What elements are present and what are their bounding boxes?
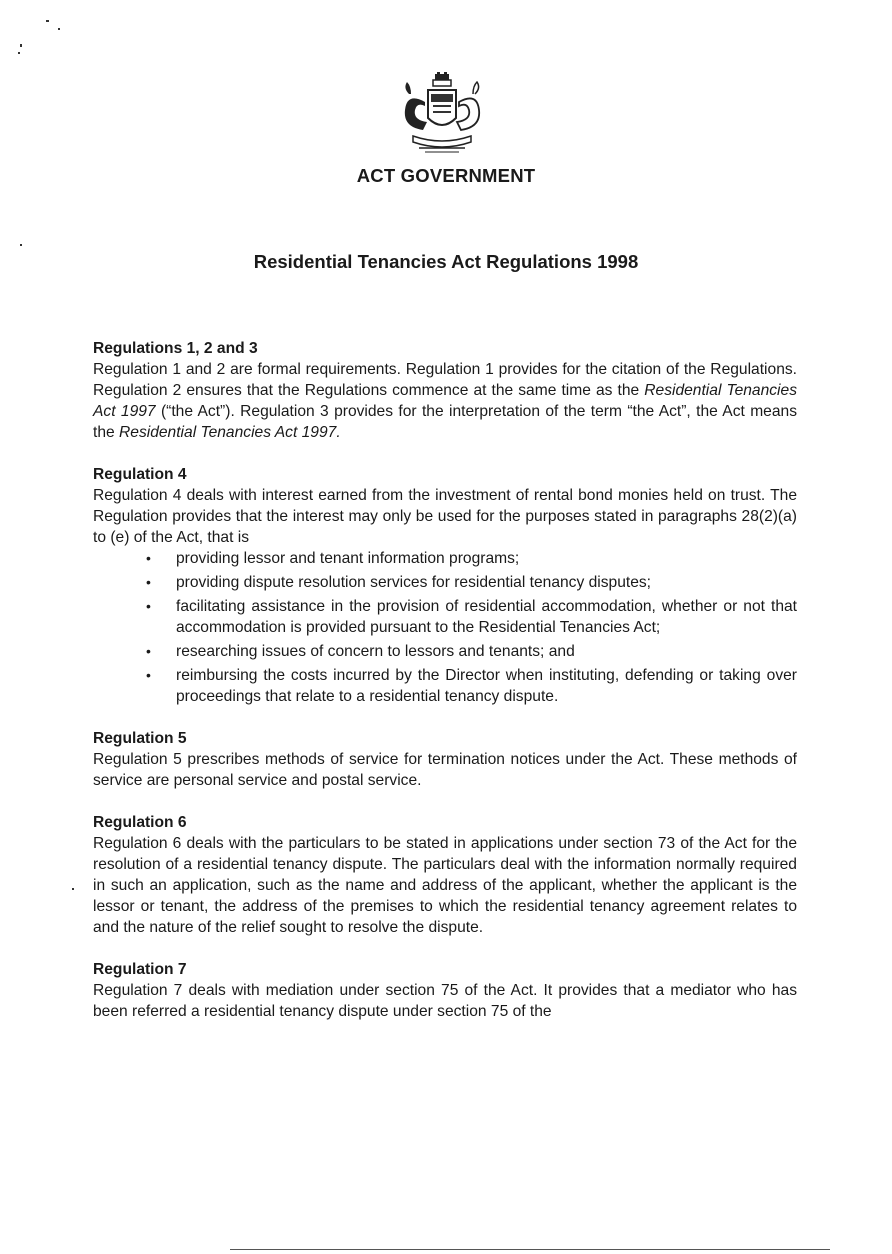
list-item (93, 641, 797, 662)
section-text: Regulation 7 deals with mediation under section 75 of the Act. It provides that a mediator who has been referred a residential tenancy dispute under section 75 of the (93, 982, 797, 1020)
section-regulation-6 (93, 812, 797, 938)
page-edge-line (230, 1249, 830, 1250)
document-body (93, 338, 797, 1043)
list-item-text: facilitating assistance in the provision of residential accommodation, whether or not that accommodation is provided pursuant to the Residential Tenancies Act; (176, 598, 797, 636)
list-item-text: reimbursing the costs incurred by the Director when instituting, defending or taking over proceedings that relate to a residential tenancy dispute. (176, 667, 797, 705)
section-regulation-7 (93, 959, 797, 1022)
bullet-icon: • (146, 598, 151, 614)
list-item (93, 548, 797, 569)
section-heading: Regulation 6 (93, 814, 187, 831)
section-heading: Regulation 4 (93, 466, 187, 483)
list-item-text: providing dispute resolution services for residential tenancy disputes; (176, 574, 652, 591)
bullet-icon: • (146, 574, 151, 590)
list-item (93, 596, 797, 638)
section-regulation-5 (93, 728, 797, 791)
section-text: Regulation 5 prescribes methods of service for termination notices under the Act. These methods of service are personal service and postal service. (93, 751, 797, 789)
section-text (93, 359, 797, 443)
bullet-list (93, 548, 797, 707)
section-text: Regulation 6 deals with the particulars to be stated in applications under section 73 of the Act for the resolution of a residential tenancy dispute. The particulars deal with the information normally required in such an application, such as the name and address of the applicant, whether the applicant is the lessor or tenant, the address of the premises to which the residential tenancy agreement relates to and the nature of the relief sought to resolve the dispute. (93, 835, 797, 936)
text-run: Regulation 1 and 2 are formal requirements. Regulation 1 provides for the citation of the Regulations. Regulation 2 ensures that the Regulations commence at the same time as the (93, 361, 797, 399)
bullet-icon: • (146, 550, 151, 566)
bullet-icon: • (146, 667, 151, 683)
list-item (93, 572, 797, 593)
section-heading: Regulation 5 (93, 730, 187, 747)
section-regulations-1-2-3 (93, 338, 797, 443)
coat-of-arms-icon (395, 72, 489, 158)
organisation-name: ACT GOVERNMENT (356, 165, 536, 186)
section-heading: Regulations 1, 2 and 3 (93, 340, 258, 357)
section-text: Regulation 4 deals with interest earned from the investment of rental bond monies held on trust. The Regulation provides that the interest may only be used for the purposes stated in paragraphs 28(2)(a) to (e) of the Act, that is (93, 487, 797, 546)
text-run: (“the Act”). Regulation 3 provides for the interpretation of the term “the Act”, the Act means the (93, 403, 798, 441)
document-title: Residential Tenancies Act Regulations 1998 (253, 251, 639, 272)
act-citation: Residential Tenancies Act 1997. (119, 424, 341, 441)
list-item (93, 665, 797, 707)
list-item-text: providing lessor and tenant information programs; (176, 550, 520, 567)
bullet-icon: • (146, 643, 151, 659)
section-regulation-4 (93, 464, 797, 707)
act-citation: Residential Tenancies Act 1997 (93, 382, 797, 420)
list-item-text: researching issues of concern to lessors and tenants; and (176, 643, 575, 660)
section-heading: Regulation 7 (93, 961, 187, 978)
